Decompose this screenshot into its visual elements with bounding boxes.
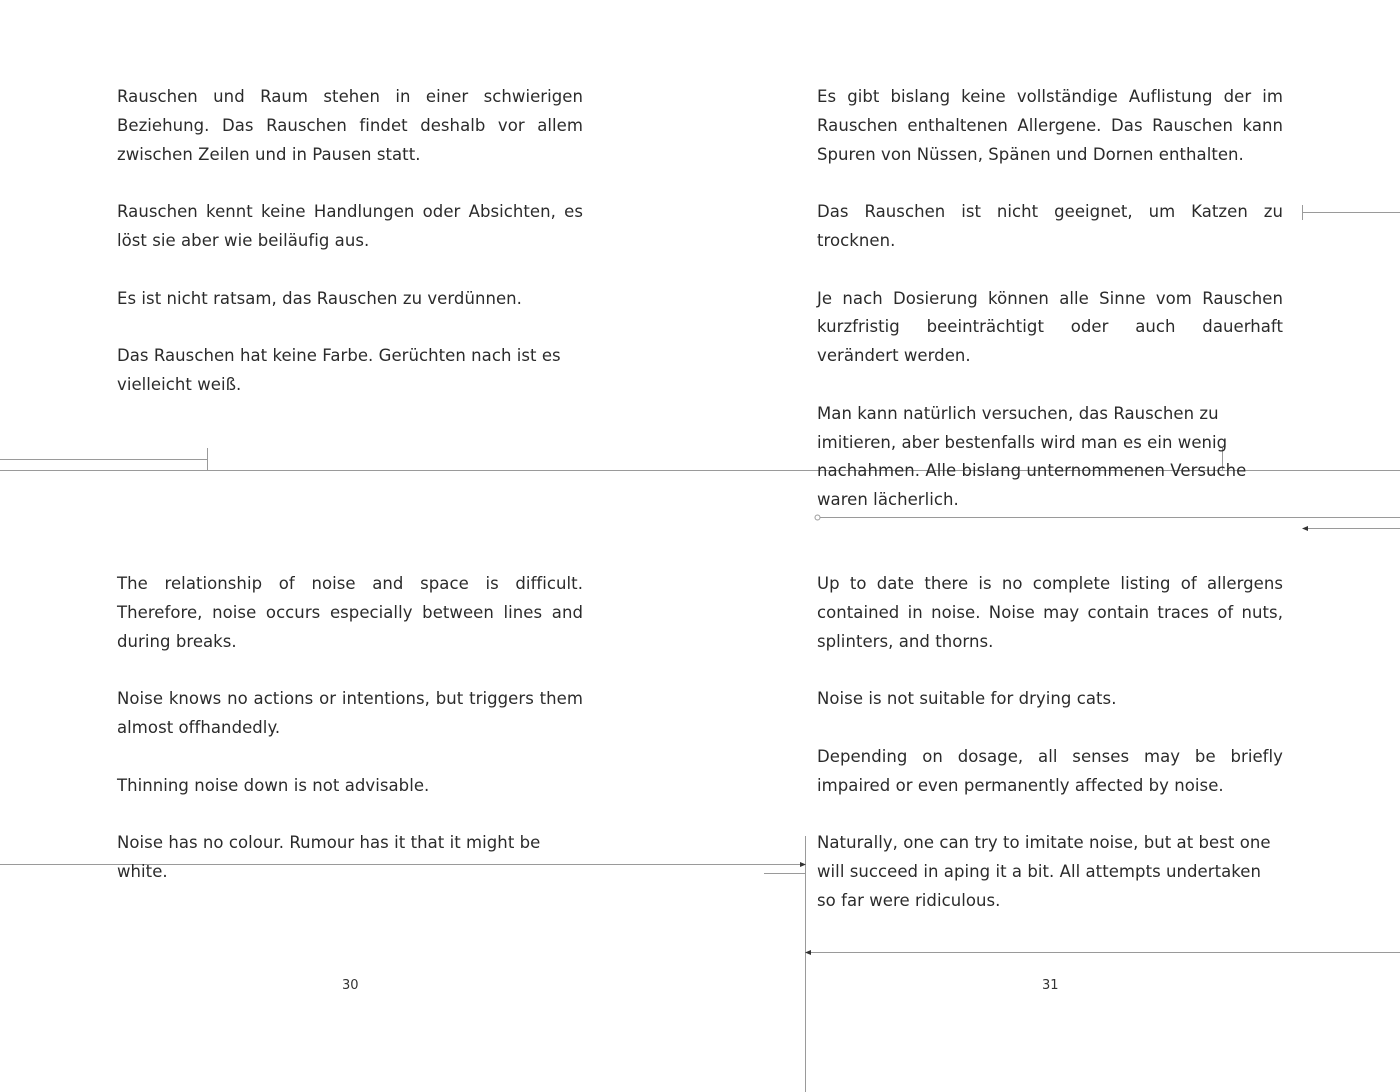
arrowhead-left-icon: [1302, 526, 1308, 531]
paragraph: Das Rauschen hat keine Farbe. Gerüchten nach ist es vielleicht weiß.: [117, 346, 561, 394]
paragraph: Noise knows no actions or intentions, but triggers them almost offhandedly.: [117, 689, 583, 737]
paragraph: Rauschen und Raum stehen in einer schwierigen Beziehung. Das Rauschen findet deshalb vor allem zwischen Zeilen und in Pausen statt.: [117, 87, 583, 164]
paragraph: Noise is not suitable for drying cats.: [817, 689, 1117, 709]
paragraph: Rauschen kennt keine Handlungen oder Absichten, es löst sie aber wie beiläufig aus.: [117, 202, 583, 250]
paragraph: Noise has no colour. Rumour has it that it might be white.: [117, 833, 541, 881]
paragraph: Je nach Dosierung können alle Sinne vom Rauschen kurzfristig beeinträchtigt oder auch dauerhaft verändert werden.: [817, 288, 1283, 366]
paragraph: The relationship of noise and space is difficult. Therefore, noise occurs especially between lines and during breaks.: [117, 574, 583, 651]
german-left-column: [117, 83, 583, 429]
english-right-column: [817, 570, 1283, 944]
english-left-column: [117, 570, 583, 916]
paragraph: Das Rauschen ist nicht geeignet, um Katzen zu trocknen.: [817, 202, 1283, 250]
german-right-column: [817, 83, 1283, 544]
page-number-right: 31: [1042, 978, 1059, 993]
paragraph: Es gibt bislang keine vollständige Auflistung der im Rauschen enthaltenen Allergene. Das Rauschen kann Spuren von Nüssen, Spänen und Dornen enthalten.: [817, 87, 1283, 164]
paragraph: Es ist nicht ratsam, das Rauschen zu verdünnen.: [117, 288, 522, 308]
paragraph: Depending on dosage, all senses may be briefly impaired or even permanently affected by noise.: [817, 746, 1283, 795]
page-number-left: 30: [342, 978, 359, 993]
paragraph: Man kann natürlich versuchen, das Rauschen zu imitieren, aber bestenfalls wird man es ein wenig nachahmen. Alle bislang unternommenen Versuche waren lächerlich.: [817, 403, 1247, 510]
paragraph: Naturally, one can try to imitate noise, but at best one will succeed in aping it a bit. All attempts undertaken so far were ridiculous.: [817, 833, 1271, 910]
paragraph: Thinning noise down is not advisable.: [117, 775, 430, 795]
paragraph: Up to date there is no complete listing of allergens contained in noise. Noise may contain traces of nuts, splinters, and thorns.: [817, 574, 1283, 651]
